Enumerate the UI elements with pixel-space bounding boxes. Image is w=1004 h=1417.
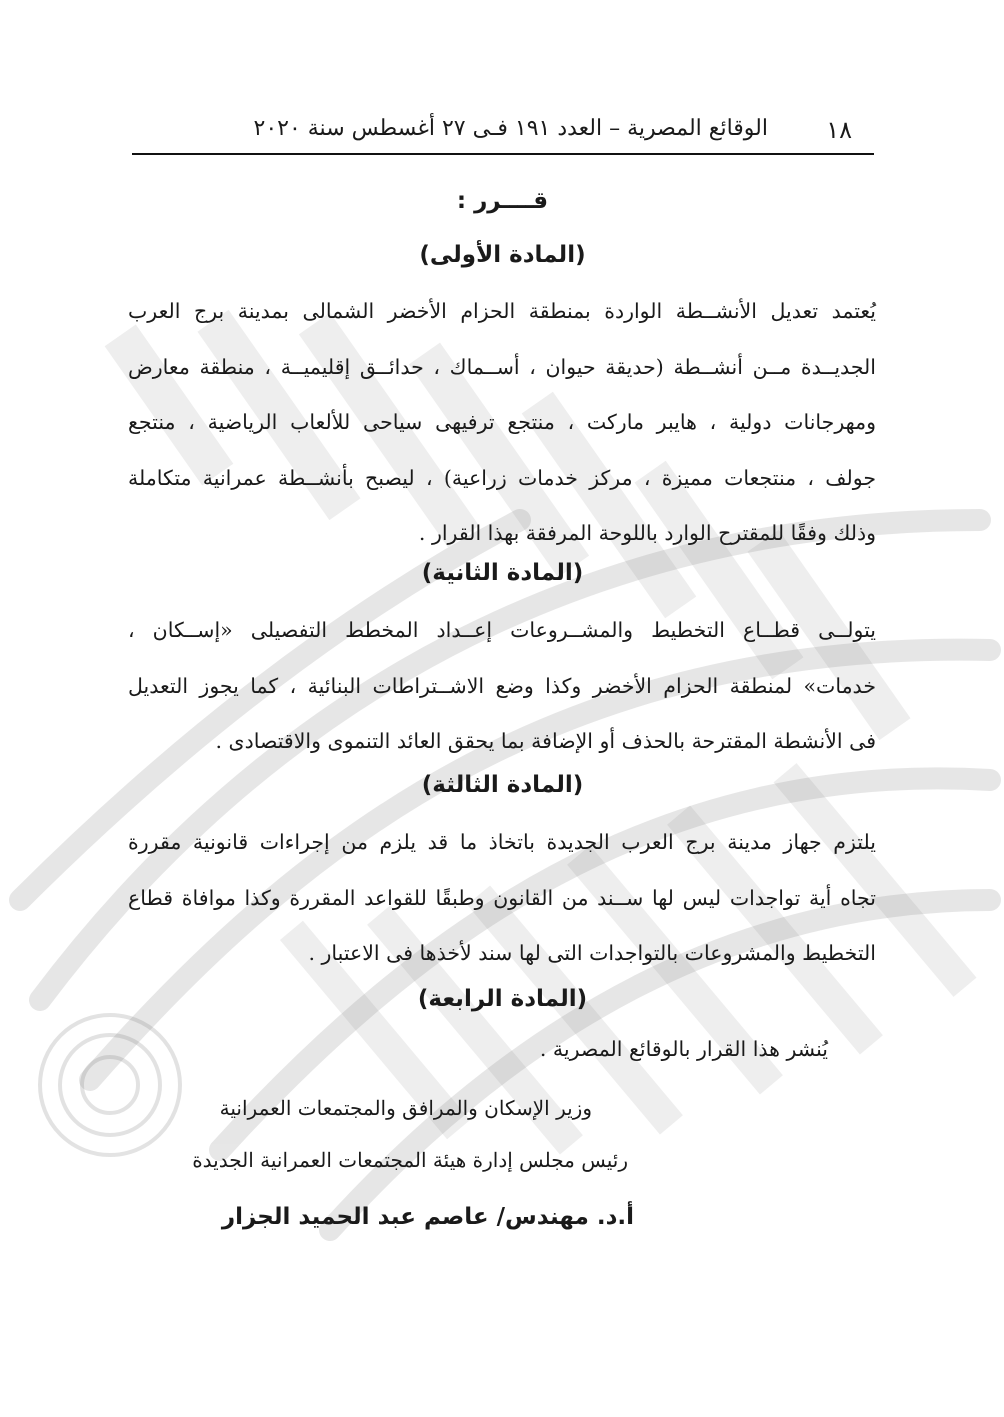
article-1-line: الجديــدة مــن أنشــطة (حديقة حيوان ، أســماك ، حدائــق إقليميــة ، منطقة معارض: [128, 354, 876, 379]
article-3-line: تجاه أية تواجدات ليس لها ســند من القانون وطبقًا للقواعد المقررة وكذا موافاة قطاع: [128, 885, 876, 910]
page-number: ١٨: [826, 116, 852, 144]
page-header: [134, 112, 874, 152]
article-1-line: جولف ، منتجعات مميزة ، مركز خدمات زراعية) ، ليصبح بأنشــطة عمرانية متكاملة: [128, 465, 876, 490]
article-4-body: [128, 1022, 876, 1078]
decision-title: قــــرر :: [456, 188, 549, 214]
article-2-line: خدمات» لمنطقة الحزام الأخضر وكذا وضع الاشــتراطات البنائية ، كما يجوز التعديل: [128, 673, 876, 698]
article-1-line: ومهرجانات دولية ، هايبر ماركت ، منتجع ترفيهى سياحى للألعاب الرياضية ، منتجع: [128, 410, 876, 434]
article-4-line: يُنشر هذا القرار بالوقائع المصرية .: [539, 1037, 828, 1061]
article-3-line: يلتزم جهاز مدينة برج العرب الجديدة باتخاذ ما قد يلزم من إجراءات قانونية مقررة: [128, 830, 876, 854]
article-1-line: يُعتمد تعديل الأنشــطة الواردة بمنطقة الحزام الأخضر الشمالى بمدينة برج العرب: [128, 299, 876, 323]
signature-title-line-2: رئيس مجلس إدارة هيئة المجتمعات العمرانية الجديدة: [192, 1148, 628, 1172]
article-2-line: فى الأنشطة المقترحة بالحذف أو الإضافة بما يحقق العائد التنموى والاقتصادى .: [215, 729, 876, 753]
gazette-issue-line: الوقائع المصرية – العدد ١٩١ فـى ٢٧ أغسطس سنة ٢٠٢٠: [253, 116, 768, 141]
article-3-heading: (المادة الثالثة): [421, 772, 584, 798]
article-3-body: [128, 815, 876, 982]
article-1-line: وذلك وفقًا للمقترح الوارد باللوحة المرفقة بهذا القرار .: [418, 521, 876, 545]
article-3-line: التخطيط والمشروعات بالتواجدات التى لها سند لأخذها فى الاعتبار .: [308, 941, 876, 965]
article-2-line: يتولــى قطــاع التخطيط والمشــروعات إعــداد المخطط التفصيلى «إســكان ،: [128, 618, 876, 642]
article-4-heading: (المادة الرابعة): [417, 986, 588, 1012]
article-2-body: [128, 603, 876, 770]
signature-title-line-1: وزير الإسكان والمرافق والمجتمعات العمرانية: [219, 1096, 592, 1120]
article-2-heading: (المادة الثانية): [421, 560, 584, 586]
article-1-heading: (المادة الأولى): [419, 242, 586, 268]
article-1-body: [128, 284, 876, 562]
header-divider: [132, 153, 874, 155]
signatory-name: أ.د. مهندس/ عاصم عبد الحميد الجزار: [221, 1204, 634, 1230]
